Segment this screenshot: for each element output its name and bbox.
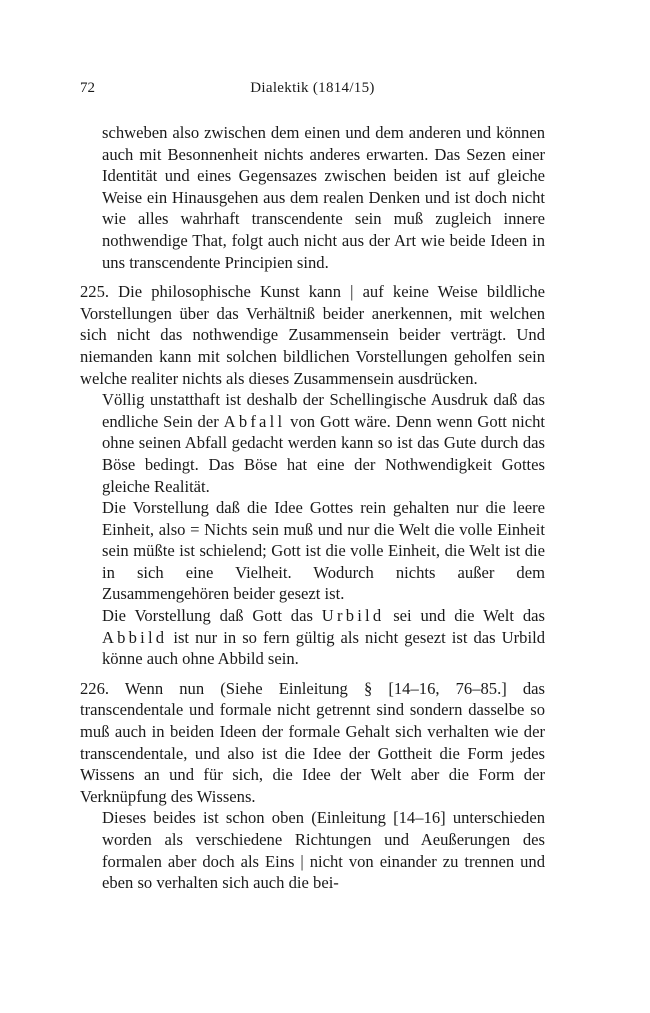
emphasis-abfall: Abfall: [223, 411, 286, 431]
page-number: 72: [80, 80, 95, 96]
paragraph-text: Völlig unstatthaft ist deshalb der Schellingische Ausdruk daß das endliche Sein der: [102, 390, 545, 431]
paragraph-schelling: [80, 389, 545, 497]
paragraph-text: ist nur in so fern gültig als nicht gesezt ist das Urbild könne auch ohne Abbild sein.: [102, 627, 545, 669]
paragraph-226: 226. Wenn nun (Siehe Einleitung § [14–16, 76–85.] das transcendentale und formale nicht getrennt sind sondern dasselbe so muß auch in beiden Ideen der formale Gehalt sich verhalten wie der transcendentale, und also ist die Idee der Gottheit die Form jedes Wissens an und für sich, die Idee der Welt aber die Form der Verknüpfung des Wissens.: [80, 678, 545, 806]
paragraph-text: sei und die Welt das: [384, 606, 545, 626]
page-header: [80, 80, 545, 104]
paragraph-225: 225. Die philosophische Kunst kann | auf keine Weise bildliche Vorstellungen über das Verhältniß beider anerkennen, mit welchen sich nicht das nothwendige Zusammensein beider verträgt. Und niemanden kann mit solchen bildlichen Vorstellungen geholfen sein welche realiter nichts als dieses Zusammensein ausdrücken.: [80, 282, 545, 388]
paragraph-text: Die Vorstellung daß Gott das: [102, 606, 322, 626]
paragraph-text: von Gott wäre. Denn wenn Gott nicht ohne seinen Abfall gedacht werden kann so ist das Gute durch das Böse bedingt. Das Böse hat eine der Nothwendigkeit Gottes gleiche Realität.: [102, 411, 546, 496]
emphasis-abbild: Abbild: [102, 627, 168, 647]
paragraph-dieses-beides: Dieses beides ist schon oben (Einleitung [14–16] unterschieden worden als verschiedene Richtungen und Aeußerungen des formalen aber doch als Eins | nicht von einander zu trennen und eben so verhalten sich auch die bei-: [102, 808, 545, 893]
paragraph-idee-gottes: Die Vorstellung daß die Idee Gottes rein gehalten nur die leere Einheit, also = Nichts sein muß und nur die Welt die volle Einheit sein müßte ist schielend; Gott ist die volle Einheit, die Welt ist die in sich eine Vielheit. Wodurch nichts außer dem Zusammengehören beider gesezt ist.: [102, 498, 545, 604]
paragraph-continuation: schweben also zwischen dem einen und dem anderen und können auch mit Besonnenheit nichts anderes erwarten. Das Sezen einer Identität und eines Gegensazes zwischen beiden ist auf gleiche Weise ein Hinausgehen aus dem realen Denken und ist doch nicht wie alles wahrhaft transcendente sein muß zugleich innere nothwendige That, folgt auch nicht aus der Art wie beide Ideen in uns transcendente Principien sind.: [102, 123, 545, 272]
running-head: Dialektik (1814/15): [250, 80, 375, 96]
paragraph-urbild: [80, 605, 545, 670]
page-body: [80, 122, 545, 894]
emphasis-urbild: Urbild: [321, 606, 385, 626]
